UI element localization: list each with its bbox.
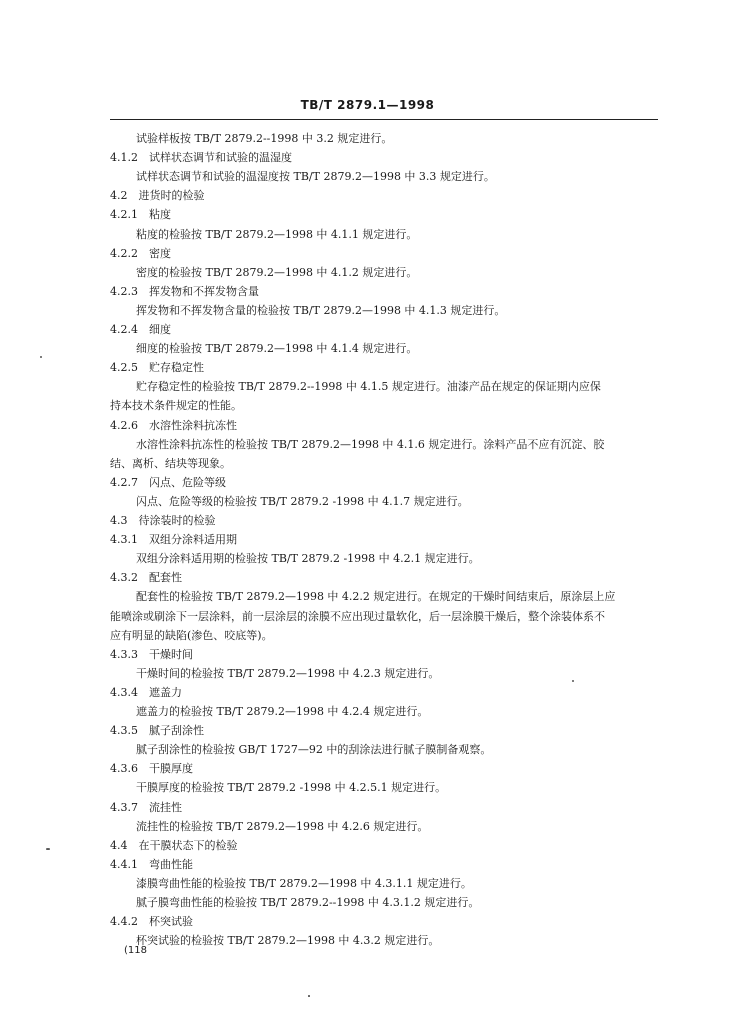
scan-speck: [572, 680, 574, 682]
body-text-line: 水溶性涂料抗冻性的检验按 TB/T 2879.2—1998 中 4.1.6 规定进行。涂料产品不应有沉淀、胶: [136, 437, 605, 451]
body-text-line: 流挂性的检验按 TB/T 2879.2—1998 中 4.2.6 规定进行。: [136, 819, 429, 833]
section-heading: 4.4 在干膜状态下的检验: [110, 838, 238, 852]
section-heading: 4.2.1 粘度: [110, 208, 171, 222]
section-heading: 4.3.4 遮盖力: [110, 685, 182, 699]
body-text-line: 试样状态调节和试验的温湿度按 TB/T 2879.2—1998 中 3.3 规定进行。: [136, 170, 495, 184]
body-text-line: 能喷涂或刷涂下一层涂料，前一层涂层的涂膜不应出现过量软化，后一层涂膜干燥后，整个涂装体系不: [110, 609, 605, 623]
body-text-line: 应有明显的缺陷(渗色、咬底等)。: [110, 628, 273, 642]
section-heading: 4.3.3 干燥时间: [110, 647, 193, 661]
body-text-line: 干膜厚度的检验按 TB/T 2879.2 -1998 中 4.2.5.1 规定进行。: [136, 781, 447, 795]
page-number: (118: [124, 945, 147, 956]
section-heading: 4.4.2 杯突试验: [110, 915, 193, 929]
section-heading: 4.3.1 双组分涂料适用期: [110, 533, 237, 547]
body-text-line: 细度的检验按 TB/T 2879.2—1998 中 4.1.4 规定进行。: [136, 342, 418, 356]
section-heading: 4.2.6 水溶性涂料抗冻性: [110, 418, 237, 432]
section-heading: 4.1.2 试样状态调节和试验的温湿度: [110, 151, 292, 165]
section-heading: 4.3.5 腻子刮涂性: [110, 724, 204, 738]
header-rule: [110, 119, 658, 120]
scan-speck: [40, 356, 42, 358]
section-heading: 4.3.2 配套性: [110, 571, 182, 585]
body-text-line: 贮存稳定性的检验按 TB/T 2879.2--1998 中 4.1.5 规定进行。油漆产品在规定的保证期内应保: [136, 380, 601, 394]
body-text-line: 试验样板按 TB/T 2879.2--1998 中 3.2 规定进行。: [136, 132, 393, 145]
body-text-line: 持本技术条件规定的性能。: [110, 399, 242, 413]
section-heading: 4.2.5 贮存稳定性: [110, 361, 204, 375]
section-heading: 4.3.6 干膜厚度: [110, 762, 193, 776]
body-text-line: 挥发物和不挥发物含量的检验按 TB/T 2879.2—1998 中 4.1.3 规定进行。: [136, 303, 506, 317]
body-text-line: 腻子刮涂性的检验按 GB/T 1727—92 中的刮涂法进行腻子膜制备观察。: [136, 743, 492, 757]
body-text-line: 杯突试验的检验按 TB/T 2879.2—1998 中 4.3.2 规定进行。: [136, 934, 440, 948]
section-heading: 4.3 待涂装时的检验: [110, 514, 216, 527]
section-heading: 4.2.4 细度: [110, 323, 171, 336]
section-heading: 4.2.7 闪点、危险等级: [110, 475, 226, 489]
section-heading: 4.3.7 流挂性: [110, 800, 182, 814]
body-text-line: 腻子膜弯曲性能的检验按 TB/T 2879.2--1998 中 4.3.1.2 规定进行。: [136, 896, 480, 909]
body-text-line: 闪点、危险等级的检验按 TB/T 2879.2 -1998 中 4.1.7 规定进行。: [136, 494, 469, 508]
body-text-line: 双组分涂料适用期的检验按 TB/T 2879.2 -1998 中 4.2.1 规定进行。: [136, 552, 480, 566]
section-heading: 4.2.3 挥发物和不挥发物含量: [110, 284, 259, 298]
body-text-line: 配套性的检验按 TB/T 2879.2—1998 中 4.2.2 规定进行。在规定的干燥时间结束后，原涂层上应: [136, 590, 616, 604]
scan-speck: [46, 848, 50, 850]
body-text-line: 漆膜弯曲性能的检验按 TB/T 2879.2—1998 中 4.3.1.1 规定进行。: [136, 876, 472, 890]
body-text-line: 干燥时间的检验按 TB/T 2879.2—1998 中 4.2.3 规定进行。: [136, 666, 440, 680]
page-header: TB/T 2879.1—1998: [300, 98, 435, 112]
body-text-line: 遮盖力的检验按 TB/T 2879.2—1998 中 4.2.4 规定进行。: [136, 705, 429, 718]
scan-speck: [308, 995, 310, 997]
section-heading: 4.2 进货时的检验: [110, 189, 205, 203]
section-heading: 4.4.1 弯曲性能: [110, 857, 193, 871]
body-text-line: 密度的检验按 TB/T 2879.2—1998 中 4.1.2 规定进行。: [136, 265, 418, 279]
body-text-line: 结、离析、结块等现象。: [110, 456, 231, 470]
section-heading: 4.2.2 密度: [110, 246, 171, 260]
body-text-line: 粘度的检验按 TB/T 2879.2—1998 中 4.1.1 规定进行。: [136, 227, 418, 241]
